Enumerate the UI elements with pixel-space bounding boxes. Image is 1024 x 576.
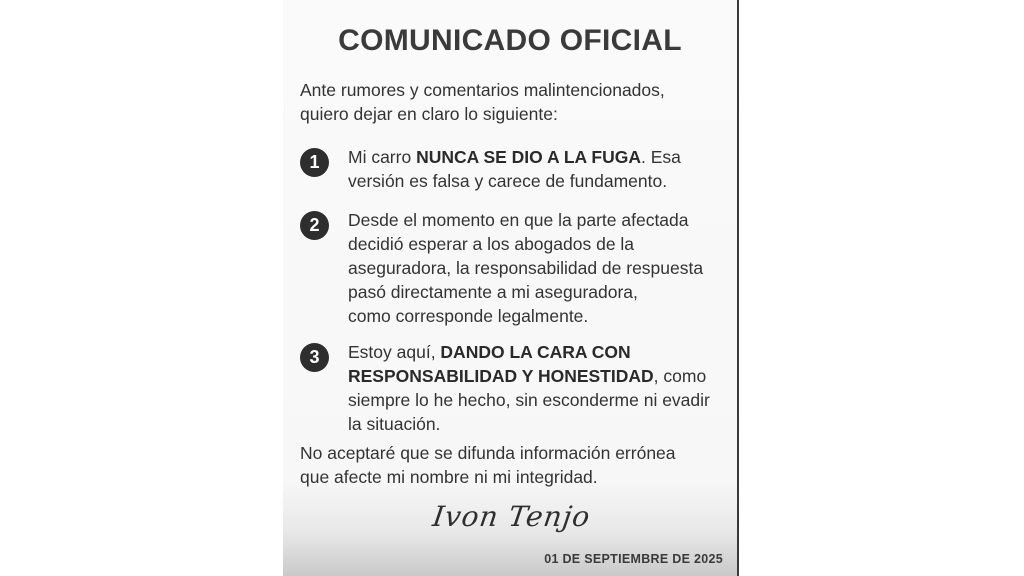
- number-badge-icon: 1: [300, 148, 329, 177]
- emphasis-text: NUNCA SE DIO A LA FUGA: [416, 147, 641, 167]
- document-date: 01 DE SEPTIEMBRE DE 2025: [544, 552, 723, 566]
- closing-paragraph: [300, 441, 730, 489]
- intro-line: Ante rumores y comentarios malintencionados,: [300, 80, 665, 100]
- item-text: [348, 145, 708, 193]
- item-line: Desde el momento en que la parte afectada: [348, 210, 689, 230]
- text-span: , como siempre lo he hecho, sin esconderme ni evadir la situación.: [348, 366, 710, 434]
- number-badge-icon: 3: [300, 343, 329, 372]
- signature: Ivon Tenjo: [430, 500, 593, 533]
- document-title: COMUNICADO OFICIAL: [338, 24, 682, 57]
- item-line: pasó directamente a mi aseguradora,: [348, 282, 638, 302]
- text-span: . Esa versión es falsa y carece de fundamento.: [348, 147, 681, 191]
- item-text: [348, 208, 748, 328]
- closing-line: No aceptaré que se difunda información errónea: [300, 443, 676, 463]
- text-span: Mi carro: [348, 147, 417, 167]
- intro-line: quiero dejar en claro lo siguiente:: [300, 104, 558, 124]
- emphasis-text: DANDO LA CARA CON RESPONSABILIDAD Y HONESTIDAD: [348, 342, 654, 386]
- item-text: [348, 340, 728, 436]
- closing-line: que afecte mi nombre ni mi integridad.: [300, 467, 598, 487]
- text-span: Estoy aquí,: [348, 342, 441, 362]
- item-line: aseguradora, la responsabilidad de respuesta: [348, 258, 704, 278]
- item-line: como corresponde legalmente.: [348, 306, 589, 326]
- intro-paragraph: [300, 78, 720, 126]
- official-statement-document: [283, 0, 739, 576]
- number-badge-icon: 2: [300, 211, 329, 240]
- item-line: decidió esperar a los abogados de la: [348, 234, 635, 254]
